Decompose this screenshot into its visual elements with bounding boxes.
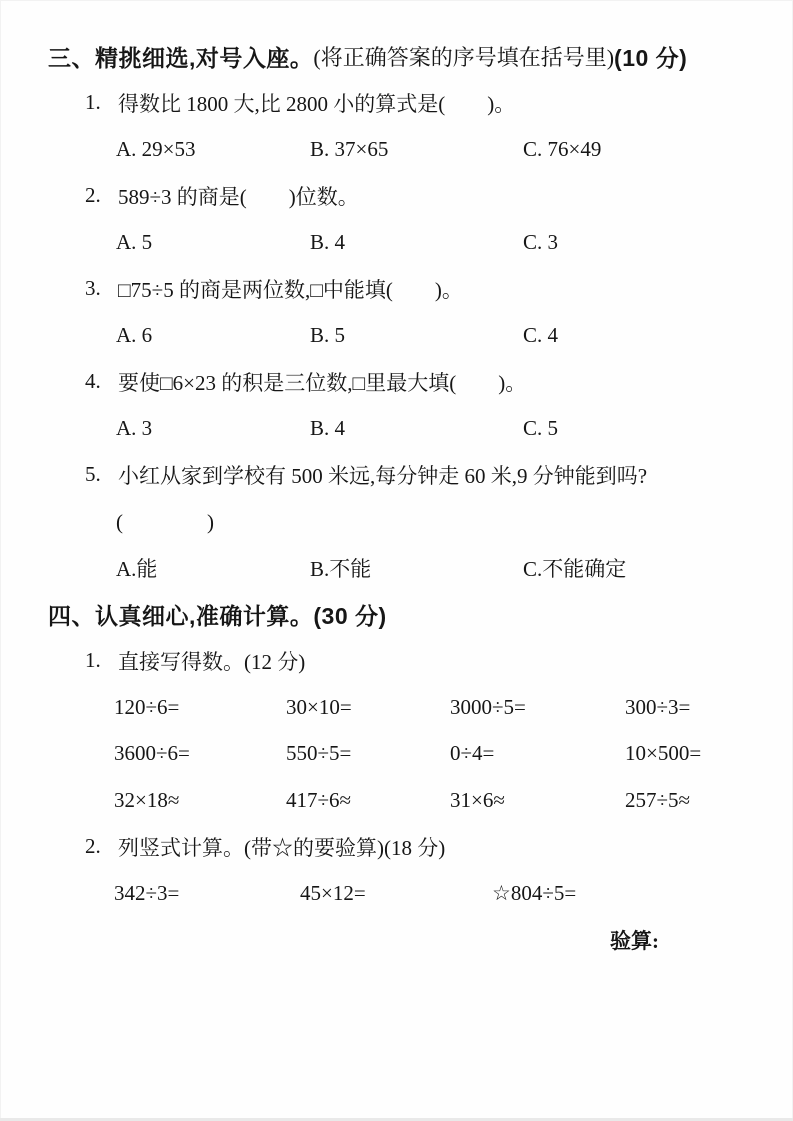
- option-a: A. 29×53: [116, 136, 196, 161]
- option-c: C. 4: [523, 322, 559, 347]
- question-1-options: [0, 126, 793, 173]
- oral-calc-title: [0, 638, 793, 685]
- question-5-answer-blank: ( ): [116, 510, 228, 535]
- section-4-points: (30 分): [313, 602, 387, 629]
- written-calc-label: 列竖式计算。(带☆的要验算)(18 分): [118, 835, 446, 860]
- question-5: [0, 452, 793, 499]
- calc-expression: 417÷6≈: [286, 787, 352, 812]
- question-3-text: □75÷5 的商是两位数,□中能填( )。: [118, 277, 463, 302]
- section-3-title: 三、精挑细选,对号入座。: [48, 44, 314, 71]
- question-2-number: 2.: [85, 183, 101, 208]
- calc-expression: 45×12=: [300, 880, 366, 905]
- section-4-heading: [0, 591, 793, 638]
- question-4-options: [0, 405, 793, 452]
- oral-calc-label: 直接写得数。(12 分): [118, 649, 306, 674]
- written-calc-problems: [0, 870, 793, 917]
- option-c: C. 3: [523, 229, 559, 254]
- question-1-number: 1.: [85, 90, 101, 115]
- calc-expression: 32×18≈: [114, 787, 180, 812]
- written-calc-number: 2.: [85, 834, 101, 859]
- option-a: A. 3: [116, 415, 153, 440]
- calc-expression: 550÷5=: [286, 741, 352, 766]
- option-a: A.能: [116, 556, 158, 581]
- calc-expression: 120÷6=: [114, 694, 180, 719]
- option-b: B. 4: [310, 229, 346, 254]
- oral-calc-row-2: [0, 731, 793, 778]
- question-4-text: 要使□6×23 的积是三位数,□里最大填( )。: [118, 370, 527, 395]
- calc-expression: 300÷3=: [625, 694, 691, 719]
- question-1-text: 得数比 1800 大,比 2800 小的算式是( )。: [118, 91, 516, 116]
- option-a: A. 5: [116, 229, 153, 254]
- calc-expression: 342÷3=: [114, 880, 180, 905]
- question-3-number: 3.: [85, 276, 101, 301]
- question-4-number: 4.: [85, 369, 101, 394]
- calc-expression: 3600÷6=: [114, 741, 190, 766]
- calc-expression: 3000÷5=: [450, 694, 526, 719]
- option-b: B. 5: [310, 322, 346, 347]
- question-4: [0, 359, 793, 406]
- question-5-number: 5.: [85, 462, 101, 487]
- check-calculation-label: 验算:: [610, 928, 659, 953]
- option-c: C. 5: [523, 415, 559, 440]
- option-b: B. 37×65: [310, 136, 389, 161]
- calc-expression: 31×6≈: [450, 787, 505, 812]
- oral-calc-number: 1.: [85, 648, 101, 673]
- question-2-text: 589÷3 的商是( )位数。: [118, 184, 359, 209]
- calc-expression: 10×500=: [625, 741, 702, 766]
- question-3-options: [0, 312, 793, 359]
- option-a: A. 6: [116, 322, 153, 347]
- question-5-options: [0, 545, 793, 592]
- oral-calc-row-1: [0, 684, 793, 731]
- question-5-text: 小红从家到学校有 500 米远,每分钟走 60 米,9 分钟能到吗?: [118, 463, 648, 488]
- option-b: B.不能: [310, 556, 372, 581]
- calc-expression: 30×10=: [286, 694, 352, 719]
- question-3: [0, 266, 793, 313]
- section-3-note: (将正确答案的序号填在括号里): [313, 44, 615, 70]
- question-1: [0, 80, 793, 127]
- written-calc-title: [0, 824, 793, 871]
- calc-expression: 0÷4=: [450, 741, 495, 766]
- section-3-heading: [0, 33, 793, 80]
- calc-expression-starred: ☆804÷5=: [492, 880, 577, 905]
- oral-calc-row-3: [0, 777, 793, 824]
- calc-expression: 257÷5≈: [625, 787, 691, 812]
- option-c: C.不能确定: [523, 556, 627, 581]
- section-4-title: 四、认真细心,准确计算。: [48, 602, 314, 629]
- section-3-points: (10 分): [614, 44, 688, 71]
- question-2-options: [0, 219, 793, 266]
- option-c: C. 76×49: [523, 136, 602, 161]
- question-2: [0, 173, 793, 220]
- option-b: B. 4: [310, 415, 346, 440]
